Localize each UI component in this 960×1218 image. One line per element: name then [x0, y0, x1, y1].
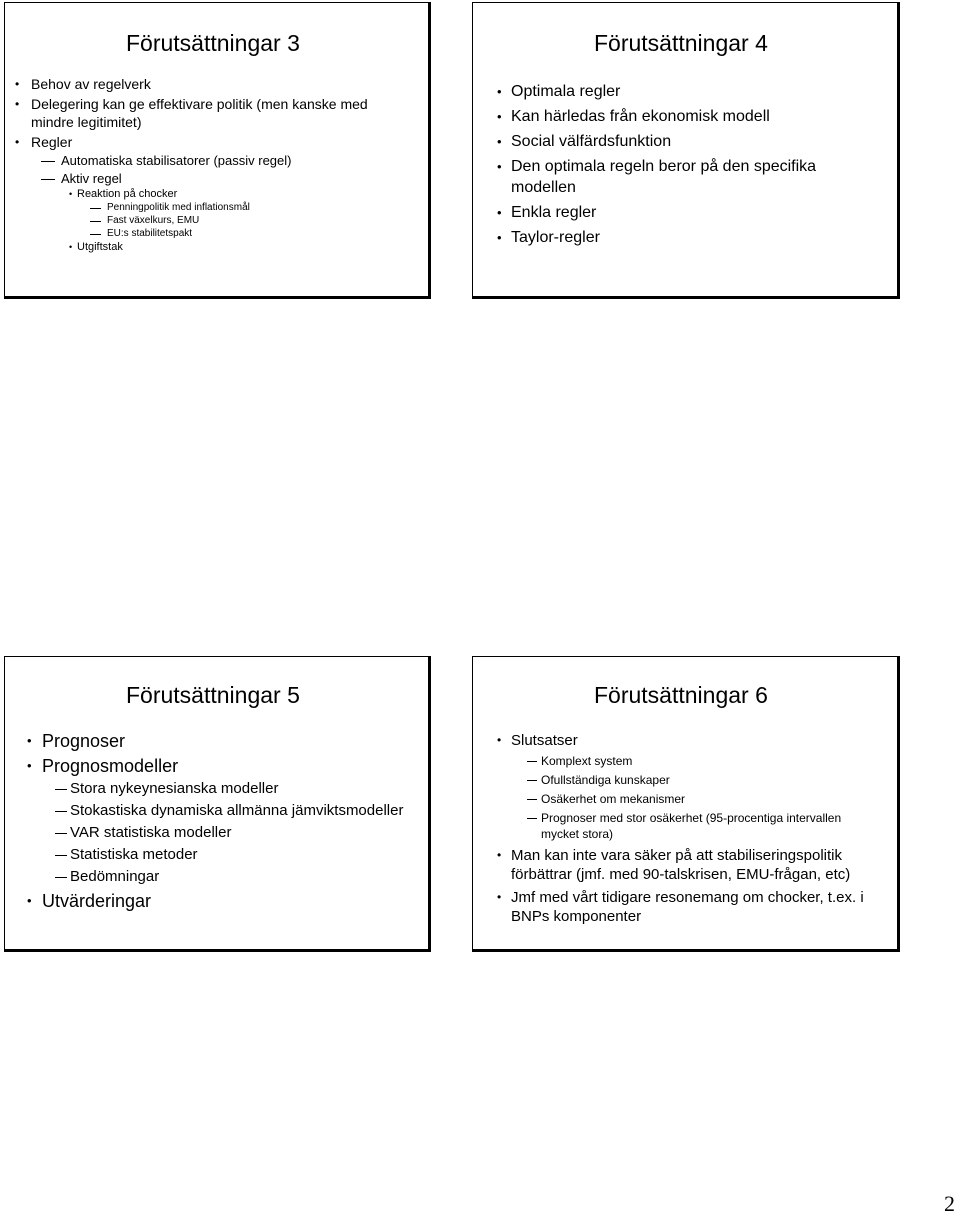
- sub-sub-bullet-item: • Reaktion på chocker: [15, 187, 415, 201]
- sub-bullet-item: Osäkerhet om mekanismer: [485, 791, 881, 807]
- bullet-item: • Delegering kan ge effektivare politik (men kanske med mindre legitimitet): [15, 95, 401, 131]
- slide-bullet-list: [15, 73, 415, 254]
- bullet-item: • Prognoser: [15, 730, 425, 752]
- level4-bullet-item: EU:s stabilitetspakt: [15, 227, 415, 240]
- sub-bullet-item: Stora nykeynesianska modeller: [15, 779, 425, 799]
- slide-bullet-list: [485, 77, 885, 248]
- slide-forutsattningar-3: [4, 2, 431, 299]
- slide-title: Förutsättningar 5: [126, 682, 300, 708]
- sub-bullet-item: Statistiska metoder: [15, 845, 425, 865]
- bullet-item: • Optimala regler: [485, 81, 851, 102]
- bullet-item: • Utvärderingar: [15, 890, 425, 912]
- bullet-item: • Den optimala regeln beror på den specifika modellen: [485, 156, 851, 198]
- bullet-item: • Jmf med vårt tidigare resonemang om chocker, t.ex. i BNPs komponenter: [485, 888, 871, 926]
- slide-bullet-list: [15, 727, 425, 912]
- bullet-item: • Taylor-regler: [485, 227, 851, 248]
- slide-forutsattningar-6: [472, 656, 900, 952]
- sub-bullet-item: Automatiska stabilisatorer (passiv regel): [15, 152, 415, 169]
- bullet-item: • Behov av regelverk: [15, 75, 415, 93]
- level4-bullet-item: Penningpolitik med inflationsmål: [15, 201, 415, 214]
- slide-forutsattningar-5: [4, 656, 431, 952]
- sub-sub-bullet-item: • Utgiftstak: [15, 240, 415, 254]
- sub-bullet-item: Bedömningar: [15, 867, 425, 887]
- bullet-item: • Kan härledas från ekonomisk modell: [485, 106, 851, 127]
- slide-title: Förutsättningar 4: [594, 30, 768, 56]
- sub-bullet-item: Komplext system: [485, 753, 881, 769]
- level4-bullet-item: Fast växelkurs, EMU: [15, 214, 415, 227]
- bullet-item: • Man kan inte vara säker på att stabiliseringspolitik förbättrar (jmf. med 90-talskrisen, EMU-frågan, etc): [485, 846, 871, 884]
- slide-bullet-list: [485, 727, 895, 926]
- sub-bullet-item: Ofullständiga kunskaper: [485, 772, 881, 788]
- bullet-item: • Social välfärdsfunktion: [485, 131, 851, 152]
- slide-forutsattningar-4: [472, 2, 900, 299]
- slide-title: Förutsättningar 3: [126, 30, 300, 56]
- slide-title: Förutsättningar 6: [594, 682, 768, 708]
- sub-bullet-item: Prognoser med stor osäkerhet (95-procentiga intervallen mycket stora): [485, 810, 881, 842]
- bullet-item: • Enkla regler: [485, 202, 851, 223]
- sub-bullet-item: Aktiv regel: [15, 170, 415, 187]
- sub-bullet-item: Stokastiska dynamiska allmänna jämviktsmodeller: [15, 801, 425, 821]
- bullet-item: • Slutsatser: [485, 731, 871, 750]
- bullet-item: • Prognosmodeller: [15, 755, 425, 777]
- bullet-item: • Regler: [15, 133, 415, 151]
- sub-bullet-item: VAR statistiska modeller: [15, 823, 425, 843]
- page-number: 2: [944, 1191, 955, 1216]
